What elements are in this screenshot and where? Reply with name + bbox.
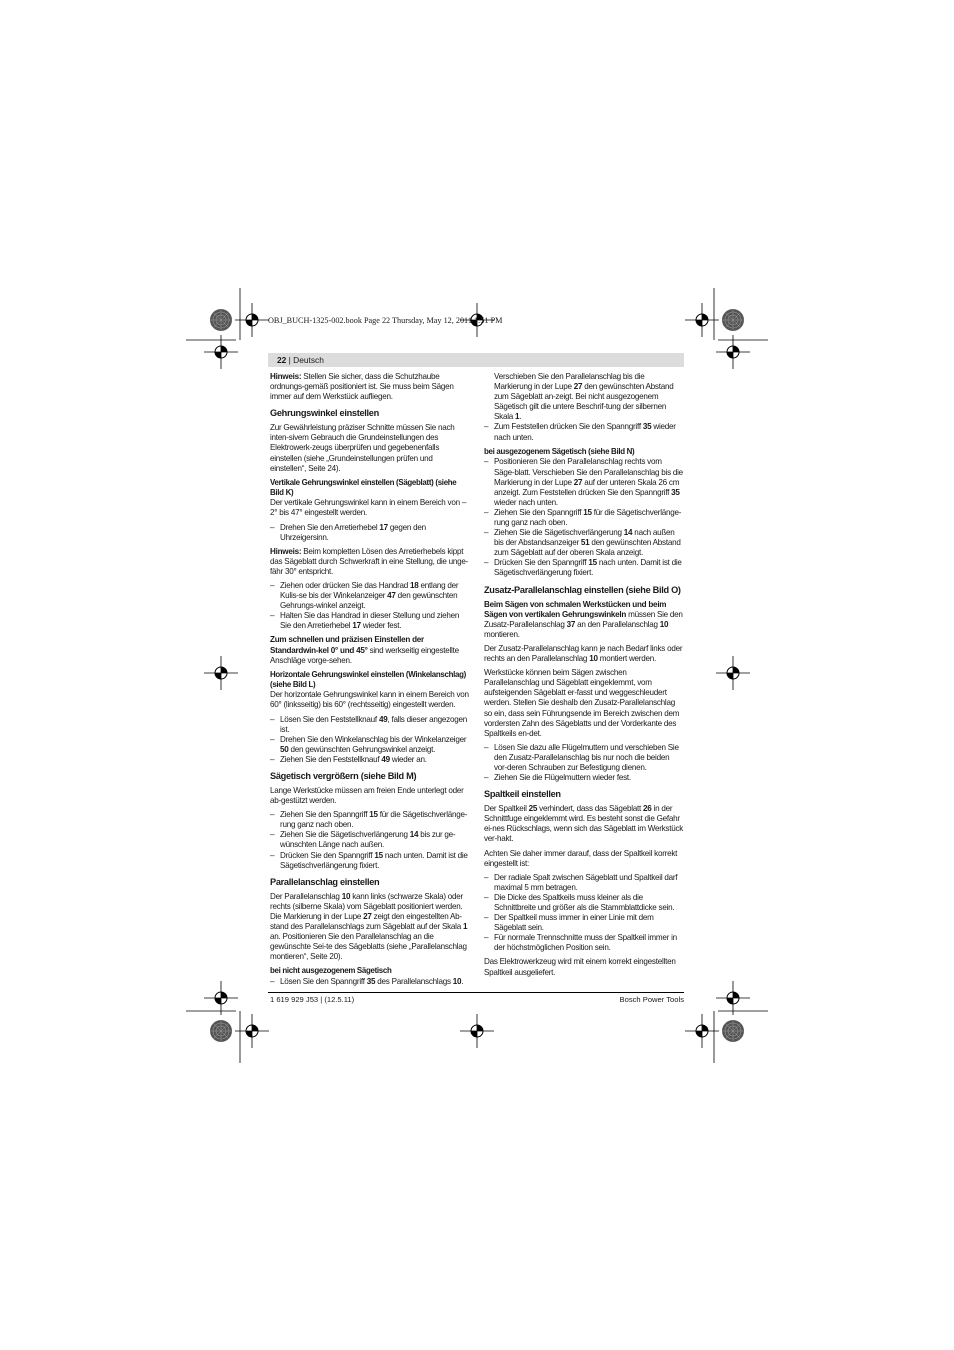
- list-item: – Ziehen oder drücken Sie das Handrad 18 entlang der Kulis-se bis der Winkelanzeiger 47 den gewünschten Gehrungs-winkel anzeigt.: [270, 581, 470, 611]
- paragraph: Der vertikale Gehrungswinkel kann in einem Bereich von –2° bis 47° eingestellt werden.: [270, 498, 467, 518]
- bullet-list: [270, 523, 470, 543]
- list-item: – Drücken Sie den Spanngriff 15 nach unten. Damit ist die Sägetischverlängerung fixiert.: [270, 851, 470, 871]
- list-item: – Halten Sie das Handrad in dieser Stellung und ziehen Sie den Arretierhebel 17 wieder fest.: [270, 611, 470, 631]
- list-item: – Der radiale Spalt zwischen Sägeblatt und Spaltkeil darf maximal 5 mm betragen.: [484, 873, 684, 893]
- bullet-list: [484, 372, 684, 443]
- list-item: – Positionieren Sie den Parallelanschlag rechts vom Säge-blatt. Verschieben Sie den Parallelanschlag bis die Markierung in der Lupe 27 auf der unteren Skala 26 cm anzeigt. Zum Feststellen drücken Sie den Spanngriff 35 wieder nach unten.: [484, 457, 684, 507]
- footer-brand: Bosch Power Tools: [619, 995, 684, 1004]
- list-item: – Der Spaltkeil muss immer in einer Linie mit dem Sägeblatt sein.: [484, 913, 684, 933]
- list-item: – Zum Feststellen drücken Sie den Spanngriff 35 wieder nach unten.: [484, 422, 684, 442]
- section-heading: Parallelanschlag einstellen: [270, 876, 380, 887]
- paragraph: Hinweis: Beim kompletten Lösen des Arretierhebels kippt das Sägeblatt durch Schwerkraft in eine Stellung, die unge-fähr 30° entspricht.: [270, 546, 469, 576]
- paragraph: Der Spaltkeil 25 verhindert, dass das Sägeblatt 26 in der Schnittfuge eingeklemmt wird. Es besteht sonst die Gefahr ei-nes Rückschlags, wenn sich das Sägeblatt im Werkstück ver-hakt.: [484, 804, 684, 844]
- bullet-list: [270, 581, 470, 631]
- page-number: 22: [277, 355, 287, 365]
- list-item: – Drehen Sie den Winkelanschlag bis der Winkelanzeiger 50 den gewünschten Gehrungswinkel anzeigt.: [270, 735, 470, 755]
- bullet-list: [484, 457, 684, 578]
- paragraph: Der horizontale Gehrungswinkel kann in einem Bereich von 60° (linksseitig) bis 60° (rechtsseitig) eingestellt werden.: [270, 690, 469, 710]
- list-item: – Ziehen Sie die Sägetischverlängerung 14 bis zur ge-wünschten Länge nach außen.: [270, 830, 470, 850]
- footer-doc-number: 1 619 929 J53 | (12.5.11): [270, 995, 355, 1004]
- header-separator: |: [286, 355, 294, 365]
- list-item: – Für normale Trennschnitte muss der Spaltkeil immer in der höchstmöglichen Position sein.: [484, 933, 684, 953]
- paragraph: Lange Werkstücke müssen am freien Ende unterlegt oder ab-gestützt werden.: [270, 786, 464, 806]
- footer-rule: [268, 992, 684, 993]
- bullet-list: [270, 715, 470, 765]
- section-heading: Zusatz-Parallelanschlag einstellen (siehe Bild O): [484, 584, 681, 595]
- list-item: Verschieben Sie den Parallelanschlag bis die Markierung in der Lupe 27 den gewünschten Abstand zum Sägeblatt an-zeigt. Bei nicht ausgezogenem Sägetisch gilt die untere Beschrif-tung der silbernen Skala 1.: [494, 372, 674, 422]
- section-heading: Sägetisch vergrößern (siehe Bild M): [270, 771, 417, 781]
- page-header: [268, 353, 684, 367]
- paragraph: Zum schnellen und präzisen Einstellen der Standardwin-kel 0° und 45° sind werkseitig eingestellte Anschläge vorge-sehen.: [270, 635, 459, 665]
- paragraph: Der Parallelanschlag 10 kann links (schwarze Skala) oder rechts (silberne Skala) vom Sägeblatt positioniert werden. Die Markierung in der Lupe 27 zeigt den eingestellten Ab-stand des Parallelanschlags zum Sägeblatt auf der Skala 1 an. Positionieren Sie den Parallelanschlag an die gewünschte Sei-te des Sägeblatts (siehe „Parallelanschlag montieren“, Seite 20).: [270, 891, 468, 962]
- right-column: [484, 372, 684, 982]
- list-item: – Drücken Sie den Spanngriff 15 nach unten. Damit ist die Sägetischverlängerung fixiert.: [484, 558, 684, 578]
- paragraph: Beim Sägen von schmalen Werkstücken und beim Sägen von vertikalen Gehrungswinkeln müssen Sie den Zusatz-Parallelanschlag 37 an den Parallelanschlag 10 montieren.: [484, 599, 683, 639]
- left-column: [270, 372, 470, 991]
- paragraph: Hinweis: Stellen Sie sicher, dass die Schutzhaube ordnungs-gemäß positioniert ist. Sie muss beim Sägen immer auf dem Werkstück aufliegen.: [270, 372, 454, 402]
- paragraph: Der Zusatz-Parallelanschlag kann je nach Bedarf links oder rechts an den Parallelanschlag 10 montiert werden.: [484, 643, 683, 664]
- header-language: Deutsch: [293, 355, 324, 365]
- list-item: – Lösen Sie den Spanngriff 35 des Parallelanschlags 10.: [270, 977, 470, 987]
- bullet-list: [270, 977, 470, 987]
- paragraph: Zur Gewährleistung präziser Schnitte müssen Sie nach inten-sivem Gebrauch die Grundeinstellungen des Elektrowerk-zeugs überprüfen und gegebenenfalls einstellen (siehe „Grundeinstellungen prüfen und einstellen“, Seite 24).: [270, 423, 455, 473]
- section-heading: bei nicht ausgezogenem Sägetisch: [270, 966, 392, 976]
- list-item: – Lösen Sie den Feststellknauf 49, falls dieser angezogen ist.: [270, 715, 470, 735]
- paragraph: Das Elektrowerkzeug wird mit einem korrekt eingestellten Spaltkeil ausgeliefert.: [484, 957, 676, 977]
- list-item: – Ziehen Sie den Spanngriff 15 für die Sägetischverlänge-rung ganz nach oben.: [270, 810, 470, 830]
- list-item: – Ziehen Sie den Feststellknauf 49 wieder an.: [270, 755, 470, 765]
- list-item: – Die Dicke des Spaltkeils muss kleiner als die Schnittbreite und größer als die Stammblattdicke sein.: [484, 893, 684, 913]
- section-heading: Horizontale Gehrungswinkel einstellen (Winkelanschlag) (siehe Bild L): [270, 669, 466, 689]
- list-item: – Lösen Sie dazu alle Flügelmuttern und verschieben Sie den Zusatz-Parallelanschlag bis nur noch die beiden vor-deren Schrauben zur Befestigung dienen.: [484, 743, 684, 773]
- section-heading: Spaltkeil einstellen: [484, 789, 561, 800]
- list-item: – Ziehen Sie die Sägetischverlängerung 14 nach außen bis der Abstandsanzeiger 51 den gewünschten Abstand zum Sägeblatt auf der oberen Skala anzeigt.: [484, 528, 684, 558]
- section-heading: Gehrungswinkel einstellen: [270, 408, 379, 419]
- bullet-list: [484, 743, 684, 783]
- list-item: – Drehen Sie den Arretierhebel 17 gegen den Uhrzeigersinn.: [270, 523, 470, 543]
- paragraph: Achten Sie daher immer darauf, dass der Spaltkeil korrekt eingestellt ist:: [484, 848, 678, 868]
- paragraph: Werkstücke können beim Sägen zwischen Parallelanschlag und Sägeblatt eingeklemmt, vom aufsteigenden Sägeblatt er-fasst und weggeschleudert werden. Stellen Sie deshalb den Zusatz-Parallelanschlag so ein, dass sein Führungsende im Bereich zwischen dem vordersten Zahn des Sägeblatts und der Vorderkante des Spaltkeils en-det.: [484, 668, 680, 738]
- bullet-list: [270, 810, 470, 871]
- section-heading: bei ausgezogenem Sägetisch (siehe Bild N): [484, 446, 635, 456]
- list-item: – Ziehen Sie die Flügelmuttern wieder fest.: [484, 773, 684, 783]
- print-info: OBJ_BUCH-1325-002.book Page 22 Thursday, May 12, 2011 1:51 PM: [268, 316, 503, 325]
- bullet-list: [484, 873, 684, 954]
- section-heading: Vertikale Gehrungswinkel einstellen (Sägeblatt) (siehe Bild K): [270, 477, 457, 497]
- list-item: – Ziehen Sie den Spanngriff 15 für die Sägetischverlänge-rung ganz nach oben.: [484, 508, 684, 528]
